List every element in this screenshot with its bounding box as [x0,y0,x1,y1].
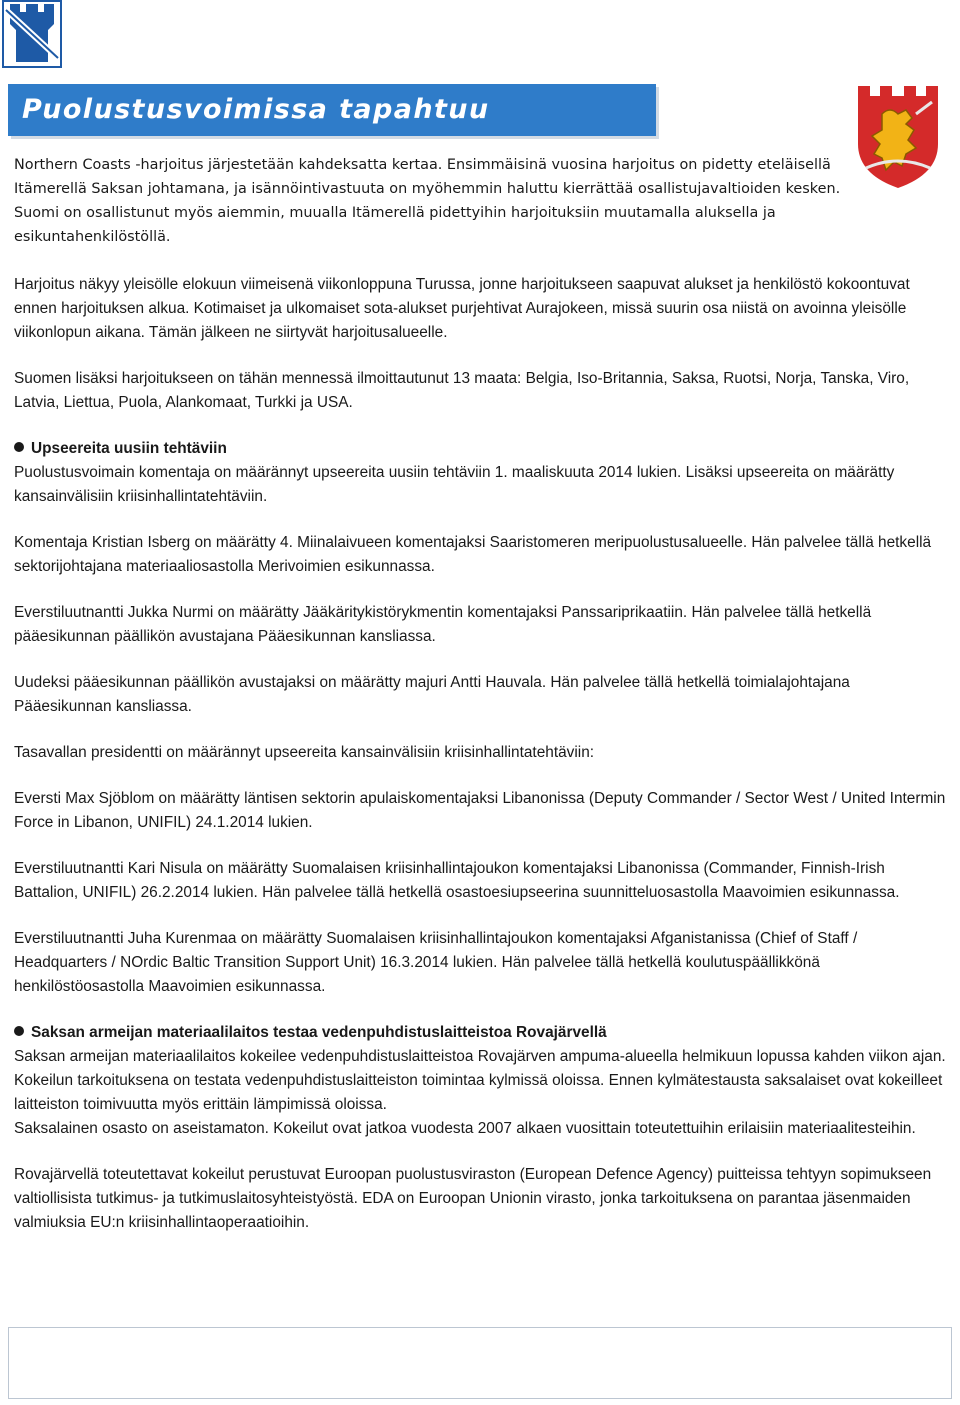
officers-paragraph-2: Komentaja Kristian Isberg on määrätty 4. Miinalaivueen komentajaksi Saaristomeren meripuolustusalueelle. Hän palvelee tällä hetkellä sektorijohtajana materiaaliosastolla Merivoimien esikunnassa. [14,534,932,575]
title-bar [8,84,656,136]
intro-paragraph-1: Northern Coasts -harjoitus järjestetään kahdeksatta kertaa. Ensimmäisinä vuosina harjoitus on pidetty eteläisellä Itämerellä Saksan johtamana, ja isännöintivastuuta on myöhemmin haluttu kierrättää osallistujavaltioiden kesken. Suomi on osallistunut myös aiemmin, muualla Itämerellä pidettyihin harjoituksiin muutamalla aluksella ja esikuntahenkilöstöllä. [14,157,841,245]
officers-paragraph-7: Everstiluutnantti Kari Nisula on määrätty Suomalaisen kriisinhallintajoukon komentajaksi Libanonissa (Commander, Finnish-Irish Battalion, UNIFIL) 26.2.2014 lukien. Hän palvelee tällä hetkellä osastoesiupseerina suunnitteluosastolla Maavoimien esikunnassa. [14,860,900,901]
water-paragraph-2: Saksalainen osasto on aseistamaton. Kokeilut ovat jatkoa vuodesta 2007 alkaen vuosittain toteutettuihin erilaisiin materiaalitesteihin. [14,1120,916,1137]
section-heading-officers [14,437,946,461]
intro-paragraph-2: Harjoitus näkyy yleisölle elokuun viimeisenä viikonloppuna Turussa, jonne harjoitukseen saapuvat alukset ja henkilöstö kokoontuvat ennen harjoituksen alkua. Kotimaiset ja ulkomaiset sota-alukset purjehtivat Aurajokeen, missä suurin osa niistä on avoinna yleisölle viikonlopun aikana. Tämän jälkeen ne siirtyvät harjoitusalueelle. [14,276,910,341]
water-paragraph-3: Rovajärvellä toteutettavat kokeilut perustuvat Euroopan puolustusviraston (European Defence Agency) puitteissa tehtyyn sopimukseen valtiollisista tutkimus- ja tutkimuslaitosyhteistyöstä. EDA on Euroopan Unionin virasto, jonka tarkoituksena on parantaa jäsenmaiden valmiuksia EU:n kriisinhallintaoperaatioihin. [14,1166,932,1231]
section-heading-water-purification [14,1021,946,1045]
officers-paragraph-5: Tasavallan presidentti on määrännyt upseereita kansainvälisiin kriisinhallintatehtäviin: [14,744,595,761]
section-heading-officers-text: Upseereita uusiin tehtäviin [31,440,227,457]
article-body [14,153,946,1257]
officers-paragraph-8: Everstiluutnantti Juha Kurenmaa on määrätty Suomalaisen kriisinhallintajoukon komentajaksi Afganistanissa (Chief of Staff / Headquarters / NOrdic Baltic Transition Support Unit) 16.3.2014 lukien. Hän palvelee tällä hetkellä koulutuspäällikkönä henkilöstöosastolla Maavoimien esikunnassa. [14,930,858,995]
officers-paragraph-3: Everstiluutnantti Jukka Nurmi on määrätty Jääkäritykistörykmentin komentajaksi Panssariprikaatiin. Hän palvelee tällä hetkellä pääesikunnan päällikön avustajana Pääesikunnan kansliassa. [14,604,872,645]
page-title: Puolustusvoimissa tapahtuu [22,94,490,125]
bullet-icon [14,442,24,452]
bottom-frame [8,1327,952,1399]
section-heading-water-purification-text: Saksan armeijan materiaalilaitos testaa vedenpuhdistuslaitteistoa Rovajärvellä [31,1024,607,1041]
officers-paragraph-6: Eversti Max Sjöblom on määrätty läntisen sektorin apulaiskomentajaksi Libanonissa (Deputy Commander / Sector West / United Intermin Force in Libanon, UNIFIL) 24.1.2014 lukien. [14,790,946,831]
bullet-icon [14,1026,24,1036]
castle-tower-logo-icon [2,0,62,68]
officers-paragraph-4: Uudeksi pääesikunnan päällikön avustajaksi on määrätty majuri Antti Hauvala. Hän palvelee tällä hetkellä toimialajohtajana Pääesikunnan kansliassa. [14,674,850,715]
intro-paragraph-3: Suomen lisäksi harjoitukseen on tähän mennessä ilmoittautunut 13 maata: Belgia, Iso-Britannia, Saksa, Ruotsi, Norja, Tanska, Viro, Latvia, Liettua, Puola, Alankomaat, Turkki ja USA. [14,370,910,411]
water-paragraph-1: Saksan armeijan materiaalilaitos kokeilee vedenpuhdistuslaitteistoa Rovajärven ampuma-alueella helmikuun lopussa kahden viikon ajan. Kokeilun tarkoituksena on testata vedenpuhdistuslaitteiston toimintaa kylmissä oloissa. Ennen kylmätestausta saksalaiset ovat kokeilleet laitteiston toimivuutta myös erittäin lämpimissä oloissa. [14,1048,946,1113]
officers-paragraph-1: Puolustusvoimain komentaja on määrännyt upseereita uusiin tehtäviin 1. maaliskuuta 2014 lukien. Lisäksi upseereita on määrätty kansainvälisiin kriisinhallintatehtäviin. [14,464,895,505]
